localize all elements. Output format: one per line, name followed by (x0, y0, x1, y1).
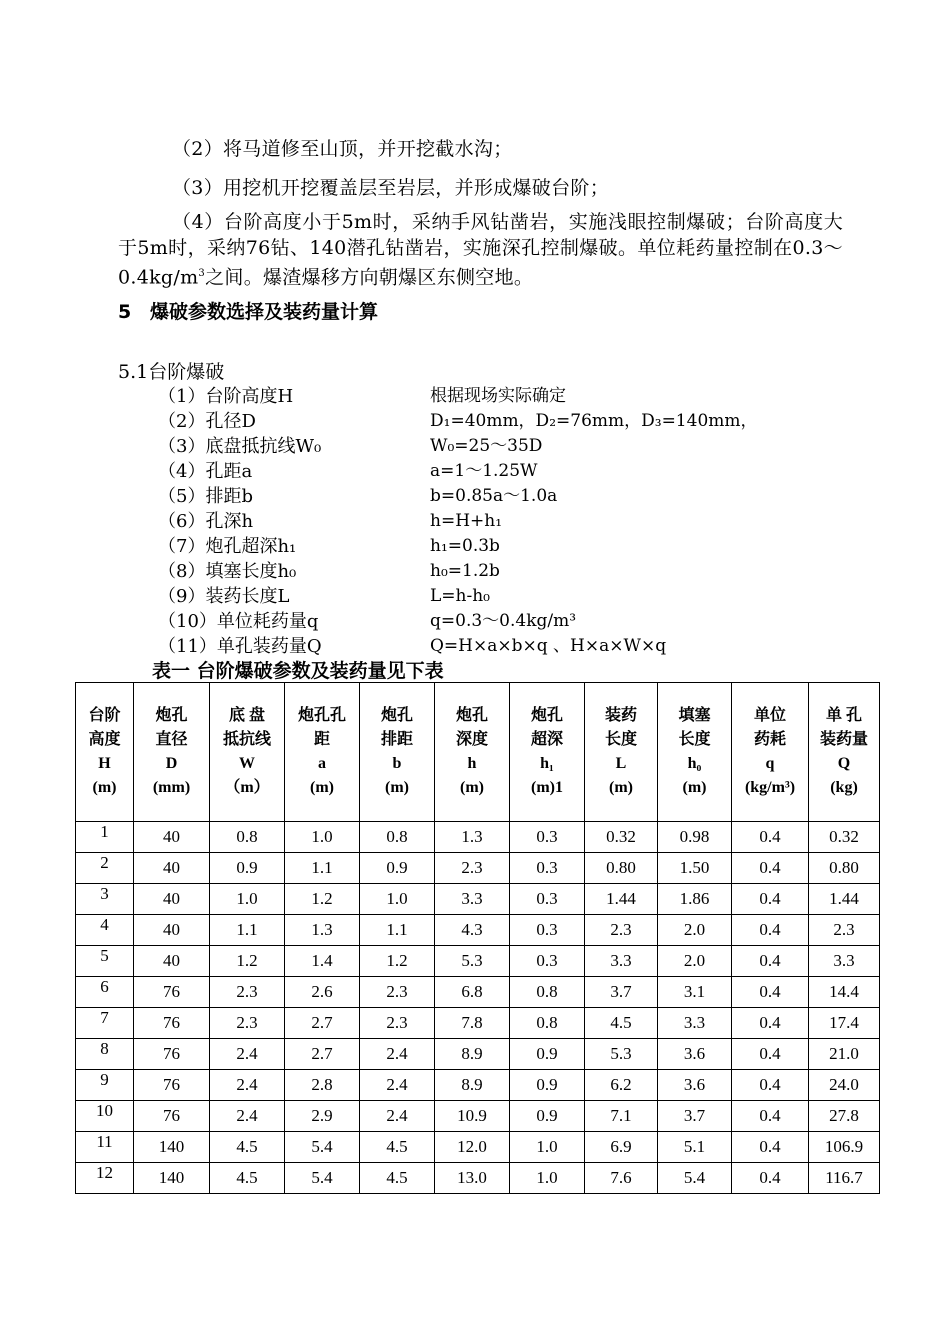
table-cell: 5.1 (658, 1132, 732, 1163)
table-cell: 4.5 (360, 1132, 435, 1163)
column-header-line: 炮孔 (530, 707, 563, 724)
table-cell: 0.32 (585, 822, 658, 853)
table-cell: 0.3 (510, 946, 585, 977)
column-header-line: 距 (313, 731, 330, 748)
column-header-line: 单 孔 (825, 707, 862, 724)
table-cell: 0.4 (732, 946, 809, 977)
step-2-paragraph: （2）将马道修至山顶，并开挖截水沟； (172, 138, 513, 160)
table-cell: 116.7 (809, 1163, 880, 1194)
parameter-label: （8）填塞长度h₀ (158, 561, 297, 582)
table-cell: 7 (76, 1008, 134, 1039)
parameter-label: （3）底盘抵抗线W₀ (158, 436, 322, 457)
table-cell: 1.0 (285, 822, 360, 853)
column-header-line: 长度 (604, 731, 637, 748)
table-cell: 5.4 (658, 1163, 732, 1194)
table-cell: 0.8 (510, 1008, 585, 1039)
table-cell: 5 (76, 946, 134, 977)
parameter-value: L=h-h₀ (430, 586, 490, 606)
table-cell: 3.3 (809, 946, 880, 977)
table-row (76, 977, 880, 1008)
table-row (76, 1163, 880, 1194)
table-cell: 1.44 (809, 884, 880, 915)
table-cell: 10.9 (435, 1101, 510, 1132)
table-cell: 2.3 (585, 915, 658, 946)
parameter-value: Q=H×a×b×q 、H×a×W×q (430, 636, 667, 656)
table-cell: 76 (134, 1008, 210, 1039)
table-cell: 6.2 (585, 1070, 658, 1101)
column-header-line: 直径 (155, 731, 188, 748)
column-header-line: h₁ (540, 755, 554, 772)
subsection-heading: 5.1台阶爆破 (118, 361, 225, 383)
table-row (76, 915, 880, 946)
table-cell: 3.1 (658, 977, 732, 1008)
table-cell: 4 (76, 915, 134, 946)
column-header-line: 超深 (530, 731, 563, 748)
column-header-line: (m) (385, 779, 409, 796)
table-cell: 140 (134, 1163, 210, 1194)
table-row (76, 853, 880, 884)
table-cell: 2.4 (360, 1101, 435, 1132)
column-header (285, 683, 360, 822)
table-cell: 21.0 (809, 1039, 880, 1070)
step-3-paragraph: （3）用挖机开挖覆盖层至岩层，并形成爆破台阶； (172, 177, 609, 199)
table-cell: 12 (76, 1163, 134, 1194)
table-cell: 1.2 (285, 884, 360, 915)
table-cell: 4.5 (210, 1132, 285, 1163)
table-cell: 6.8 (435, 977, 510, 1008)
table-cell: 0.4 (732, 977, 809, 1008)
column-header-line: h₀ (687, 755, 702, 772)
column-header (360, 683, 435, 822)
table-cell: 40 (134, 853, 210, 884)
table-cell: 2.4 (210, 1039, 285, 1070)
table-cell: 27.8 (809, 1101, 880, 1132)
table-cell: 0.4 (732, 915, 809, 946)
column-header (435, 683, 510, 822)
table-cell: 4.5 (360, 1163, 435, 1194)
column-header (134, 683, 210, 822)
table-cell: 1.2 (210, 946, 285, 977)
table-cell: 1.0 (210, 884, 285, 915)
parameter-label: （11）单孔装药量Q (158, 636, 322, 657)
column-header (658, 683, 732, 822)
table-cell: 2.3 (435, 853, 510, 884)
column-header-line: 炮孔 (155, 707, 188, 724)
table-cell: 17.4 (809, 1008, 880, 1039)
table-cell: 4.5 (210, 1163, 285, 1194)
column-header-line: (m)1 (531, 779, 563, 796)
table-cell: 1.50 (658, 853, 732, 884)
column-header-line: (mm) (152, 779, 191, 796)
table-cell: 76 (134, 1101, 210, 1132)
parameter-value: b=0.85a～1.0a (430, 486, 558, 506)
table-cell: 0.80 (585, 853, 658, 884)
table-cell: 140 (134, 1132, 210, 1163)
table-cell: 2.8 (285, 1070, 360, 1101)
parameter-label: （7）炮孔超深h₁ (158, 536, 297, 557)
table-cell: 8.9 (435, 1070, 510, 1101)
table-cell: 0.4 (732, 1132, 809, 1163)
table-cell: 2.7 (285, 1008, 360, 1039)
table-cell: 0.8 (510, 977, 585, 1008)
table-cell: 1.0 (360, 884, 435, 915)
column-header-line: a (318, 755, 326, 772)
table-cell: 7.6 (585, 1163, 658, 1194)
table-cell: 11 (76, 1132, 134, 1163)
column-header-line: 高度 (88, 731, 121, 748)
column-header-line: 深度 (455, 731, 488, 748)
table-cell: 5.4 (285, 1163, 360, 1194)
table-cell: 1 (76, 822, 134, 853)
table-row (76, 1132, 880, 1163)
column-header-line: 排距 (380, 731, 413, 748)
column-header (732, 683, 809, 822)
table-cell: 0.9 (510, 1101, 585, 1132)
column-header-line: (m) (92, 779, 117, 796)
column-header (76, 683, 134, 822)
table-cell: 0.4 (732, 1008, 809, 1039)
step-4-paragraph (118, 209, 843, 290)
table-cell: 1.3 (285, 915, 360, 946)
parameter-label: （6）孔深h (158, 511, 254, 532)
table-cell: 5.3 (585, 1039, 658, 1070)
column-header-line: Q (837, 755, 851, 772)
table-cell: 0.98 (658, 822, 732, 853)
table-cell: 3 (76, 884, 134, 915)
table-cell: 9 (76, 1070, 134, 1101)
table-cell: 2 (76, 853, 134, 884)
table-row (76, 1008, 880, 1039)
table-cell: 76 (134, 1039, 210, 1070)
table-cell: 2.0 (658, 946, 732, 977)
table-caption: 表一 台阶爆破参数及装药量见下表 (152, 660, 444, 682)
table-row (76, 822, 880, 853)
parameter-label: （9）装药长度L (158, 586, 290, 607)
column-header-line: 装药 (604, 707, 637, 724)
parameter-label: （4）孔距a (158, 461, 253, 482)
table-cell: 2.3 (360, 977, 435, 1008)
parameter-label: （2）孔径D (158, 411, 256, 432)
table-cell: 0.9 (510, 1039, 585, 1070)
column-header (210, 683, 285, 822)
section-heading (118, 297, 378, 324)
table-cell: 0.4 (732, 1039, 809, 1070)
column-header-line: L (615, 755, 627, 772)
column-header-line: W (239, 755, 255, 772)
table-cell: 2.4 (360, 1039, 435, 1070)
table-cell: 1.1 (210, 915, 285, 946)
table-row (76, 884, 880, 915)
column-header-line: (m) (682, 779, 707, 796)
table-cell: 2.3 (210, 977, 285, 1008)
column-header-line: 炮孔 (380, 707, 413, 724)
table-cell: 2.9 (285, 1101, 360, 1132)
column-header-line: D (165, 755, 178, 772)
table-cell: 0.8 (360, 822, 435, 853)
table-row (76, 1070, 880, 1101)
column-header-line: 单位 (753, 707, 786, 724)
table-cell: 76 (134, 977, 210, 1008)
column-header-line: 装药量 (819, 731, 868, 748)
table-cell: 6 (76, 977, 134, 1008)
table-cell: 0.9 (360, 853, 435, 884)
table-cell: 3.6 (658, 1070, 732, 1101)
table-cell: 0.4 (732, 1070, 809, 1101)
table-cell: 13.0 (435, 1163, 510, 1194)
column-header-line: H (98, 755, 111, 772)
table-cell: 2.4 (210, 1070, 285, 1101)
column-header-line: （m） (224, 779, 270, 796)
table-cell: 5.3 (435, 946, 510, 977)
table-cell: 40 (134, 915, 210, 946)
table-cell: 8 (76, 1039, 134, 1070)
table-cell: 2.3 (360, 1008, 435, 1039)
column-header-line: (m) (460, 779, 484, 796)
column-header-line: 台阶 (88, 707, 121, 724)
table-cell: 1.4 (285, 946, 360, 977)
table-cell: 14.4 (809, 977, 880, 1008)
table-cell: 3.3 (585, 946, 658, 977)
column-header-line: h (467, 755, 477, 772)
table-cell: 5.4 (285, 1132, 360, 1163)
table-cell: 1.2 (360, 946, 435, 977)
column-header-line: 炮孔 (455, 707, 488, 724)
column-header-line: 底 盘 (228, 707, 265, 724)
table-cell: 0.4 (732, 884, 809, 915)
table-cell: 76 (134, 1070, 210, 1101)
table-cell: 1.1 (360, 915, 435, 946)
table-cell: 0.4 (732, 1101, 809, 1132)
table-cell: 0.32 (809, 822, 880, 853)
parameter-label: （1）台阶高度H (158, 386, 294, 407)
parameter-value: W₀=25～35D (430, 436, 543, 456)
table-cell: 0.4 (732, 853, 809, 884)
table-cell: 1.1 (285, 853, 360, 884)
column-header-line: (kg/m³) (744, 779, 796, 796)
column-header-line: b (392, 755, 402, 772)
table-cell: 1.3 (435, 822, 510, 853)
table-cell: 0.4 (732, 822, 809, 853)
table-cell: 2.0 (658, 915, 732, 946)
table-cell: 1.44 (585, 884, 658, 915)
table-cell: 2.3 (809, 915, 880, 946)
table-cell: 3.6 (658, 1039, 732, 1070)
table-cell: 2.7 (285, 1039, 360, 1070)
table-cell: 0.3 (510, 884, 585, 915)
column-header-line: 抵抗线 (222, 731, 271, 748)
table-cell: 8.9 (435, 1039, 510, 1070)
table-cell: 0.3 (510, 915, 585, 946)
table-cell: 0.3 (510, 822, 585, 853)
parameter-value: q=0.3～0.4kg/m³ (430, 611, 577, 631)
column-header-line: 填塞 (678, 707, 711, 724)
table-cell: 1.0 (510, 1163, 585, 1194)
table-cell: 0.80 (809, 853, 880, 884)
table-cell: 1.86 (658, 884, 732, 915)
table-cell: 0.4 (732, 1163, 809, 1194)
table-cell: 3.7 (658, 1101, 732, 1132)
table-row (76, 946, 880, 977)
table-cell: 3.3 (435, 884, 510, 915)
table-cell: 7.8 (435, 1008, 510, 1039)
column-header-line: q (765, 755, 775, 772)
column-header (585, 683, 658, 822)
table-row (76, 1101, 880, 1132)
column-header-line: 药耗 (753, 731, 786, 748)
table-cell: 0.9 (510, 1070, 585, 1101)
table-cell: 0.8 (210, 822, 285, 853)
step-4-text: （4）台阶高度小于5m时，采纳手风钻凿岩，实施浅眼控制爆破；台阶高度大于5m时，采纳76钻、140潜孔钻凿岩，实施深孔控制爆破。单位耗药量控制在0.3～0.4kg/m (118, 211, 843, 289)
table-header-row (76, 683, 880, 822)
parameter-value: h=H+h₁ (430, 511, 503, 531)
parameter-label: （10）单位耗药量q (158, 611, 319, 632)
column-header-line: (kg) (830, 779, 858, 796)
parameter-value: h₀=1.2b (430, 561, 500, 581)
parameter-value: D₁=40mm，D₂=76mm，D₃=140mm， (430, 411, 758, 431)
table-cell: 24.0 (809, 1070, 880, 1101)
table-cell: 40 (134, 946, 210, 977)
column-header-line: 长度 (678, 731, 711, 748)
table-cell: 2.3 (210, 1008, 285, 1039)
section-number: 5 (118, 301, 132, 323)
table-cell: 40 (134, 822, 210, 853)
parameter-value: a=1～1.25W (430, 461, 538, 481)
blasting-parameter-table (75, 682, 880, 1194)
column-header-line: (m) (310, 779, 334, 796)
table-cell: 3.7 (585, 977, 658, 1008)
table-cell: 2.6 (285, 977, 360, 1008)
table-cell: 40 (134, 884, 210, 915)
parameter-value: 根据现场实际确定 (430, 386, 566, 406)
table-cell: 2.4 (360, 1070, 435, 1101)
table-cell: 4.3 (435, 915, 510, 946)
table-cell: 7.1 (585, 1101, 658, 1132)
column-header-line: 炮孔孔 (297, 707, 346, 724)
table-row (76, 1039, 880, 1070)
table-cell: 4.5 (585, 1008, 658, 1039)
column-header-line: (m) (609, 779, 633, 796)
parameter-value: h₁=0.3b (430, 536, 500, 556)
table-cell: 2.4 (210, 1101, 285, 1132)
table-cell: 12.0 (435, 1132, 510, 1163)
table-body (76, 822, 880, 1194)
table-cell: 1.0 (510, 1132, 585, 1163)
section-title: 爆破参数选择及装药量计算 (150, 301, 379, 323)
table-cell: 10 (76, 1101, 134, 1132)
superscript-3: 3 (198, 268, 206, 279)
table-cell: 106.9 (809, 1132, 880, 1163)
table-cell: 6.9 (585, 1132, 658, 1163)
parameter-label: （5）排距b (158, 486, 253, 507)
column-header (510, 683, 585, 822)
table-cell: 0.3 (510, 853, 585, 884)
table-cell: 3.3 (658, 1008, 732, 1039)
step-4-text-end: 之间。爆渣爆移方向朝爆区东侧空地。 (205, 266, 534, 289)
column-header (809, 683, 880, 822)
table-cell: 0.9 (210, 853, 285, 884)
